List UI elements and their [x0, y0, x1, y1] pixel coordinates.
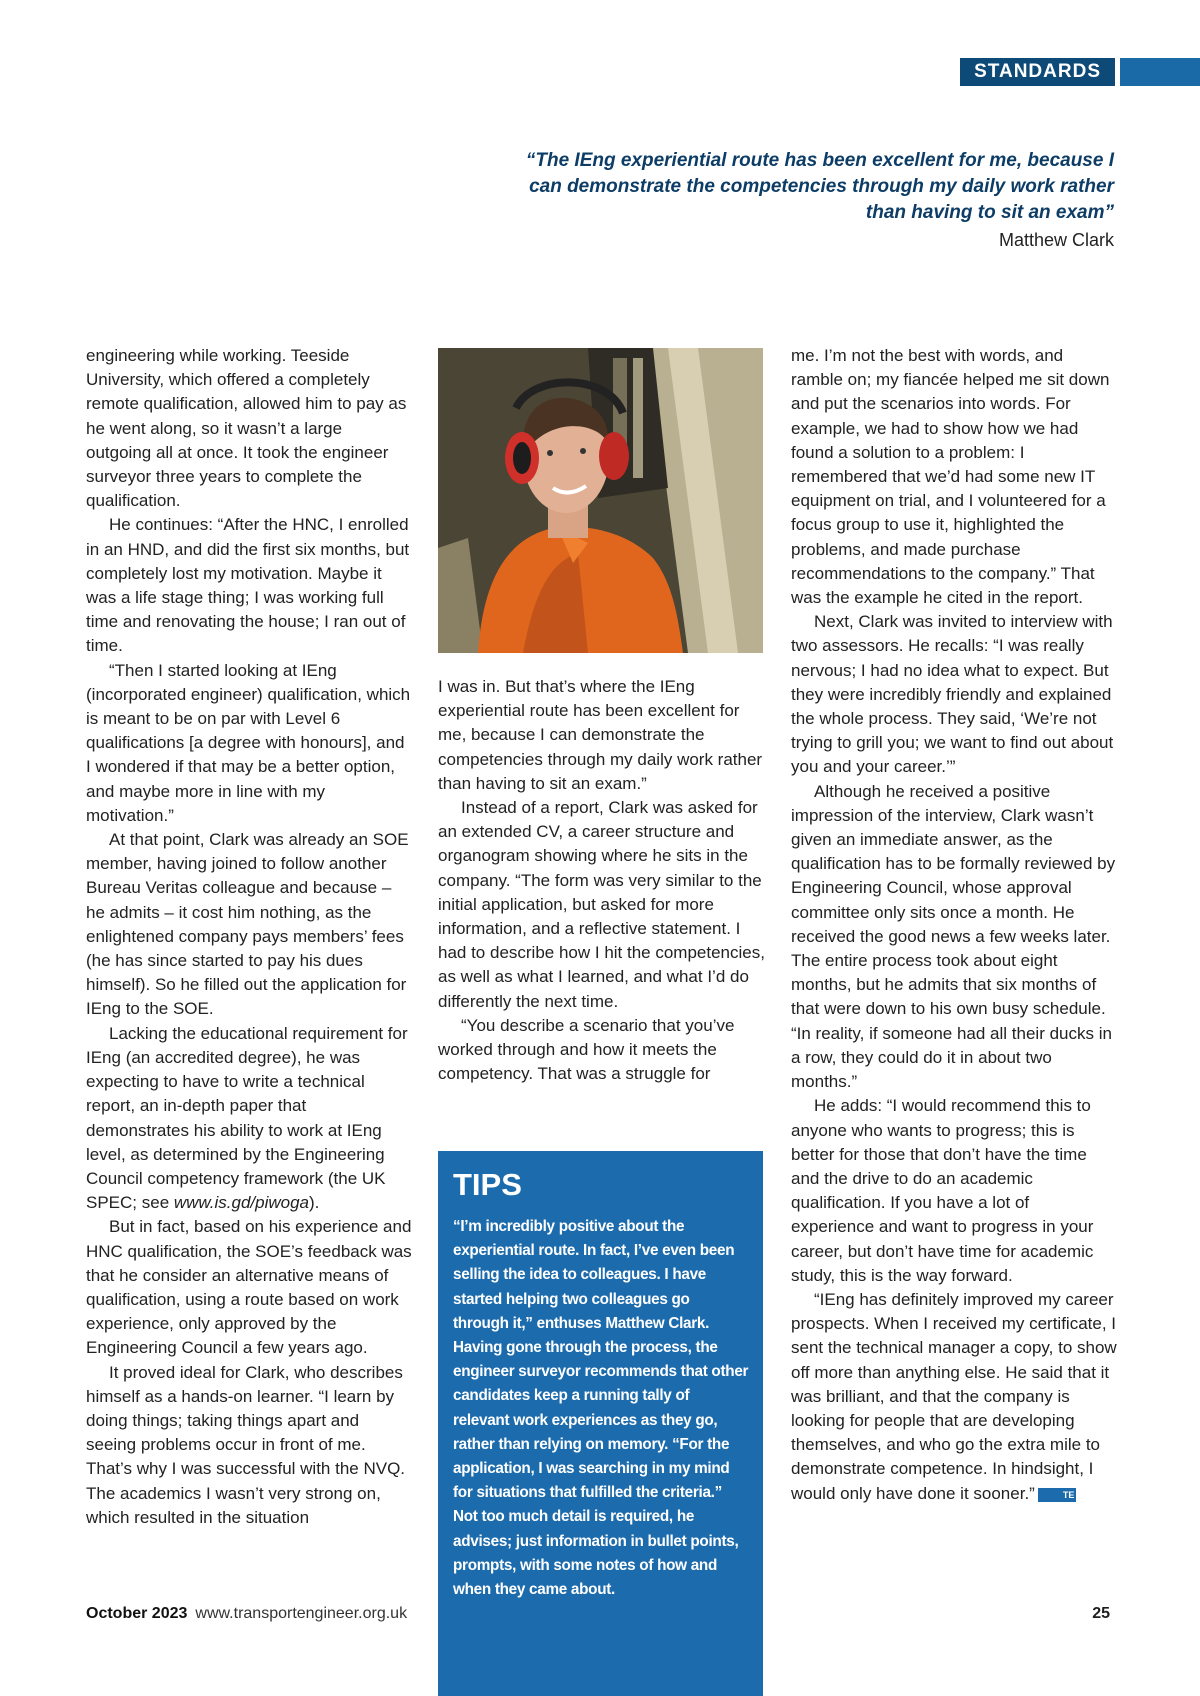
- article-column-3: [791, 344, 1117, 1506]
- paragraph: I was in. But that’s where the IEng experiential route has been excellent for me, because I can demonstrate the competencies through my daily work rather than having to sit an exam.”: [438, 677, 763, 793]
- paragraph: Instead of a report, Clark was asked for an extended CV, a career structure and organogram showing where he sits in the company. “The form was very similar to the initial application, but asked for more information, and a reflective statement. I had to describe how I hit the competencies, as well as what I learned, and what I’d do differently the next time.: [438, 798, 765, 1011]
- paragraph: But in fact, based on his experience and HNC qualification, the SOE’s feedback was that he consider an alternative means of qualification, using a route based on work experience, only approved by the Engineering Council a few years ago.: [86, 1217, 412, 1358]
- paragraph-text: “IEng has definitely improved my career prospects. When I received my certificate, I sent the technical manager a copy, to show off more than anything else. He said that it was brilliant, and that the company is looking for people that are developing themselves, and who go the extra mile to demonstrate competence. In hindsight, I would only have done it sooner.”: [791, 1289, 1117, 1503]
- page-number: 25: [1092, 1605, 1110, 1622]
- paragraph-text: ).: [309, 1193, 320, 1213]
- engineer-photo: [438, 348, 763, 653]
- pull-quote-text: “The IEng experiential route has been excellent for me, because I can demonstrate the competencies through my daily work rather than having to sit an exam”: [525, 150, 1114, 223]
- paragraph: “You describe a scenario that you’ve worked through and how it meets the competency. That was a struggle for: [438, 1015, 735, 1084]
- paragraph: At that point, Clark was already an SOE member, having joined to follow another Bureau Veritas colleague and because – he admits – it cost him nothing, as the enlightened company pays members’ fees (he has since started to pay his dues himself). So he filled out the application for IEng to the SOE.: [86, 830, 409, 1019]
- paragraph: [86, 1022, 412, 1216]
- article-column-2: [438, 675, 768, 1086]
- paragraph: He continues: “After the HNC, I enrolled in an HND, and did the first six months, but completely lost my motivation. Maybe it was a life stage thing; I was working full time and renovating the house; I ran out of time.: [86, 515, 410, 656]
- page-footer: [86, 1604, 407, 1624]
- paragraph: [791, 1288, 1117, 1506]
- issue-date: October 2023: [86, 1605, 188, 1622]
- paragraph: engineering while working. Teeside University, which offered a completely remote qualification, allowed him to pay as he went along, so it wasn’t a large outgoing all at once. It took the engineer surveyor three years to complete the qualification.: [86, 346, 407, 511]
- paragraph: Next, Clark was invited to interview with two assessors. He recalls: “I was really nervous; I had no idea what to expect. But they were incredibly friendly and explained the whole process. They said, ‘We’re not trying to grill you; we want to find out about you and your career.’”: [791, 612, 1114, 777]
- tips-title: TIPS: [453, 1167, 522, 1202]
- tips-body: “I’m incredibly positive about the experiential route. In fact, I’ve even been selling the idea to colleagues. I have started helping two colleagues go through it,” enthuses Matthew Clark. Having gone through the process, the engineer surveyor recommends that other candidates keep a running tally of relevant work experiences as they go, rather than relying on memory. “For the application, I was searching in my mind for situations that fulfilled the criteria.” Not too much detail is required, he advises; just information in bullet points, prompts, with some notes of how and when they came about.: [453, 1218, 749, 1599]
- paragraph: It proved ideal for Clark, who describes himself as a hands-on learner. “I learn by doing things; taking things apart and seeing problems occur in front of me. That’s why I was successful with the NVQ. The academics I wasn’t very strong on, which resulted in the situation: [86, 1362, 406, 1527]
- reference-link[interactable]: www.is.gd/piwoga: [173, 1193, 309, 1213]
- website-link[interactable]: www.transportengineer.org.uk: [195, 1605, 408, 1622]
- pull-quote: [500, 148, 1114, 252]
- pull-quote-attribution: Matthew Clark: [998, 230, 1114, 250]
- engineer-photo-illustration: [438, 348, 763, 653]
- section-label: STANDARDS: [960, 58, 1115, 86]
- paragraph: “Then I started looking at IEng (incorporated engineer) qualification, which is meant to be on par with Level 6 qualifications [a degree with honours], and I wondered if that may be a better option, and maybe more in line with my motivation.”: [86, 660, 411, 825]
- paragraph: Although he received a positive impression of the interview, Clark wasn’t given an immediate answer, as the qualification has to be formally reviewed by Engineering Council, whose approval committee only sits once a month. He received the good news a few weeks later. The entire process took about eight months, but he admits that six months of that were down to his own busy schedule. “In reality, if someone had all their ducks in a row, they could do it in about two months.”: [791, 781, 1116, 1092]
- article-column-1: [86, 344, 412, 1530]
- paragraph: He adds: “I would recommend this to anyone who wants to progress; this is better for those that don’t have the time and the drive to do an academic qualification. If you have a lot of experience and want to progress in your career, but don’t have time for academic study, this is the way forward.: [791, 1096, 1094, 1285]
- section-header: [960, 58, 1200, 86]
- paragraph: me. I’m not the best with words, and ramble on; my fiancée helped me sit down and put the scenarios into words. For example, we had to show how we had found a solution to a problem: I remembered that we’d had some new IT equipment on trial, and I volunteered for a focus group to use it, highlighted the problems, and made purchase recommendations to the company.” That was the example he cited in the report.: [791, 346, 1110, 608]
- section-accent-block: [1120, 58, 1200, 86]
- paragraph-text: Lacking the educational requirement for IEng (an accredited degree), he was expecting to have to write a technical report, an in-depth paper that demonstrates his ability to work at IEng level, as determined by the Engineering Council competency framework (the UK SPEC; see: [86, 1023, 408, 1213]
- end-mark-badge: TE: [1038, 1488, 1077, 1502]
- tips-box: [438, 1151, 763, 1696]
